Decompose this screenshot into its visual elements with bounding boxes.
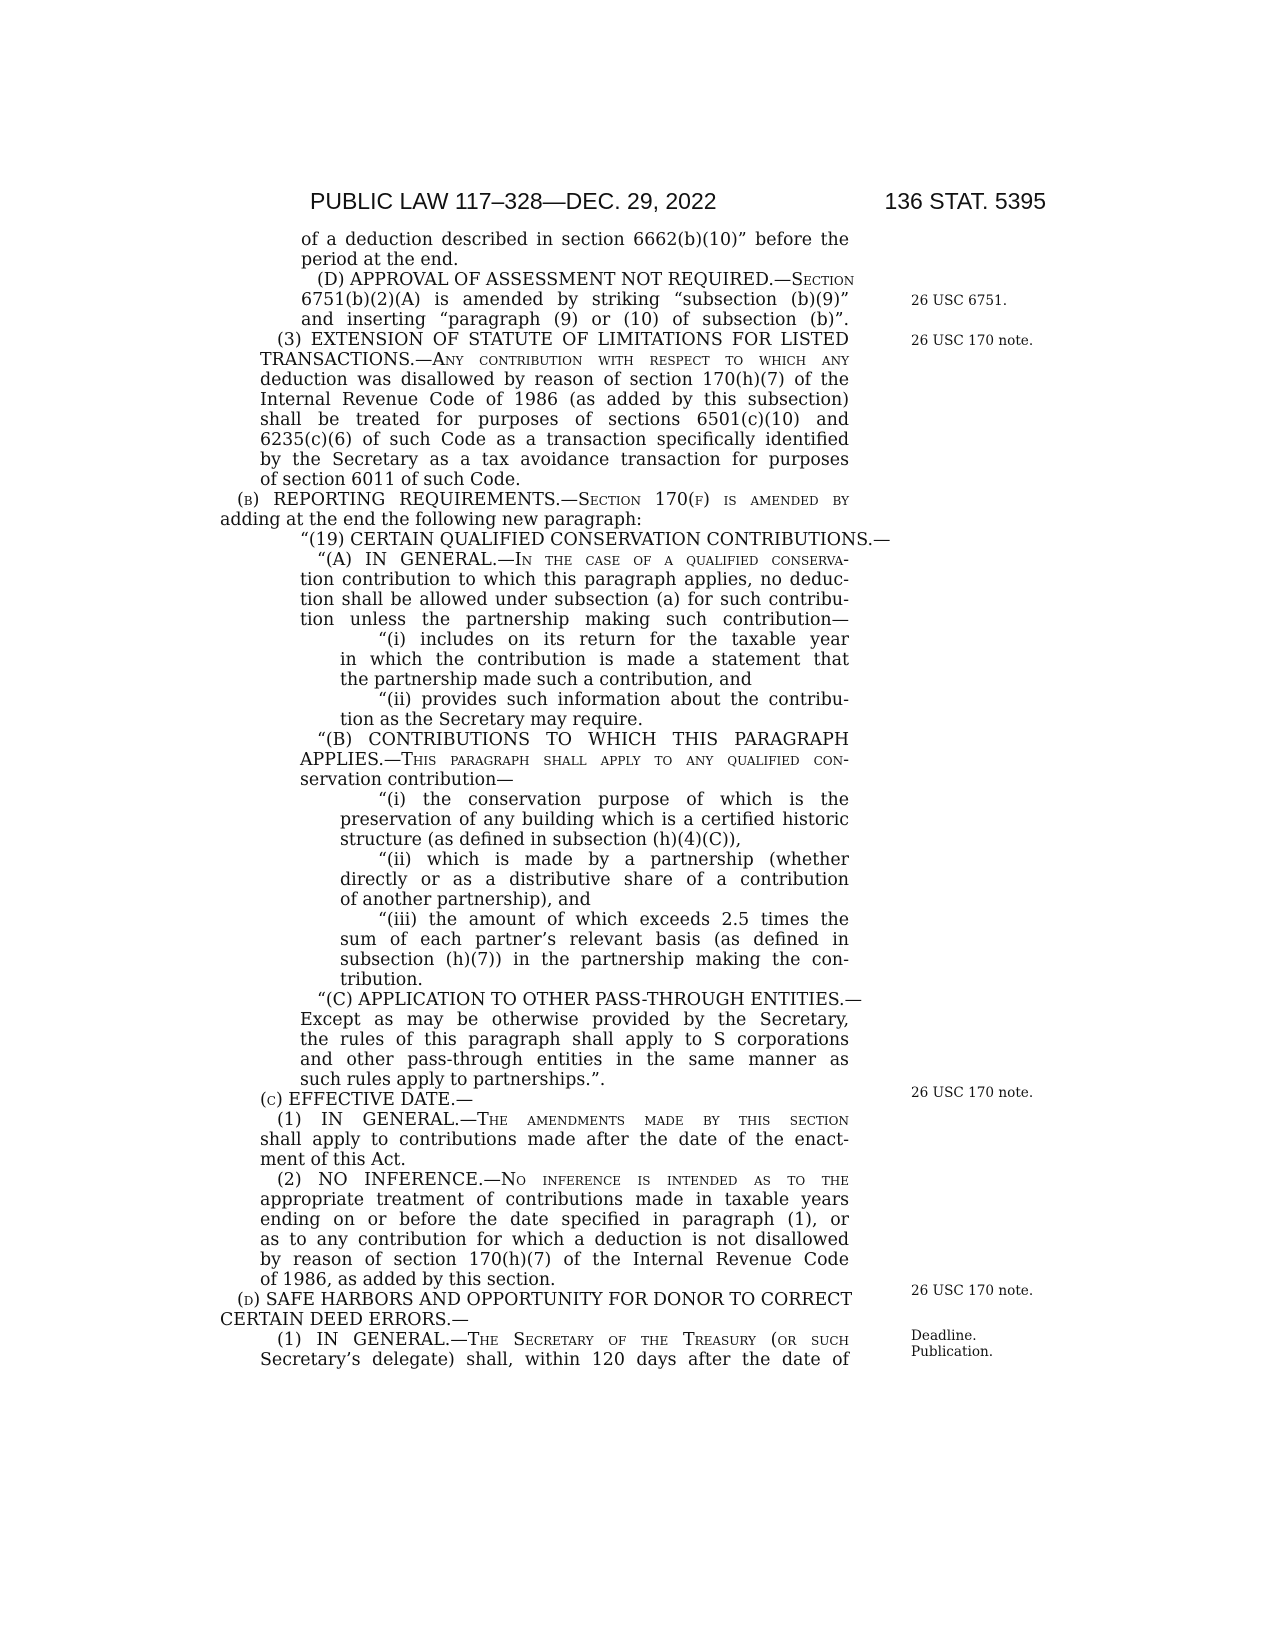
text-line: 6235(c)(6) of such Code as a transaction specifically identified: [260, 430, 849, 450]
text-line: ment of this Act.: [260, 1150, 406, 1170]
text-line: period at the end.: [301, 250, 459, 270]
text-line: “(A) IN GENERAL.—In the case of a qualified conserva-: [317, 550, 849, 570]
running-header-stat-page: 136 STAT. 5395: [884, 188, 1046, 214]
margin-note-usc: 26 USC 6751.: [911, 293, 1008, 309]
margin-note-usc: 26 USC 170 note.: [911, 1283, 1034, 1299]
text-line: Internal Revenue Code of 1986 (as added by this subsection): [260, 390, 849, 410]
text-line: (d) SAFE HARBORS AND OPPORTUNITY FOR DONOR TO CORRECT: [237, 1290, 853, 1310]
text-line: structure (as defined in subsection (h)(4)(C)),: [340, 830, 742, 850]
text-line: deduction was disallowed by reason of section 170(h)(7) of the: [260, 370, 849, 390]
text-line: (2) NO INFERENCE.—No inference is intended as to the: [277, 1170, 849, 1190]
text-line: subsection (h)(7)) in the partnership making the con-: [340, 950, 849, 970]
text-line: by reason of section 170(h)(7) of the Internal Revenue Code: [260, 1250, 849, 1270]
text-line: tion as the Secretary may require.: [340, 710, 643, 730]
text-line: the partnership made such a contribution, and: [340, 670, 752, 690]
text-line: of another partnership), and: [340, 890, 591, 910]
text-line: shall be treated for purposes of sections 6501(c)(10) and: [260, 410, 849, 430]
text-line: and inserting “paragraph (9) or (10) of subsection (b)”.: [301, 310, 849, 330]
text-line: CERTAIN DEED ERRORS.—: [220, 1310, 469, 1330]
text-line: (c) EFFECTIVE DATE.—: [260, 1090, 474, 1110]
text-line: “(ii) provides such information about the contribu-: [378, 690, 849, 710]
text-line: as to any contribution for which a deduction is not disallowed: [260, 1230, 849, 1250]
text-line: “(C) APPLICATION TO OTHER PASS-THROUGH ENTITIES.—: [317, 990, 862, 1010]
text-line: “(iii) the amount of which exceeds 2.5 times the: [378, 910, 849, 930]
text-line: shall apply to contributions made after the date of the enact-: [260, 1130, 849, 1150]
text-line: Except as may be otherwise provided by the Secretary,: [300, 1010, 849, 1030]
text-line: Secretary’s delegate) shall, within 120 days after the date of: [260, 1350, 849, 1370]
running-header-title: PUBLIC LAW 117–328—DEC. 29, 2022: [310, 188, 717, 214]
text-line: of section 6011 of such Code.: [260, 470, 521, 490]
text-line: directly or as a distributive share of a contribution: [340, 870, 849, 890]
text-line: tion shall be allowed under subsection (a) for such contribu-: [300, 590, 849, 610]
text-line: “(B) CONTRIBUTIONS TO WHICH THIS PARAGRAPH: [317, 730, 849, 750]
text-line: sum of each partner’s relevant basis (as defined in: [340, 930, 849, 950]
text-line: “(ii) which is made by a partnership (whether: [378, 850, 849, 870]
text-line: of 1986, as added by this section.: [260, 1270, 556, 1290]
margin-note-publication: Publication.: [911, 1344, 994, 1360]
text-line: TRANSACTIONS.—Any contribution with respect to which any: [260, 350, 849, 370]
text-line: “(i) includes on its return for the taxable year: [378, 630, 849, 650]
text-line: “(i) the conservation purpose of which is the: [378, 790, 849, 810]
text-line: tion unless the partnership making such contribution—: [300, 610, 849, 630]
text-line: (1) IN GENERAL.—The Secretary of the Treasury (or such: [277, 1330, 849, 1350]
text-line: in which the contribution is made a statement that: [340, 650, 849, 670]
text-line: adding at the end the following new paragraph:: [220, 510, 643, 530]
text-line: of a deduction described in section 6662(b)(10)” before the: [301, 230, 849, 250]
margin-note-usc: 26 USC 170 note.: [911, 1085, 1034, 1101]
text-line: ending on or before the date specified in paragraph (1), or: [260, 1210, 849, 1230]
text-line: servation contribution—: [300, 770, 514, 790]
text-line: tion contribution to which this paragraph applies, no deduc-: [300, 570, 849, 590]
text-line: (D) APPROVAL OF ASSESSMENT NOT REQUIRED.—Section: [317, 270, 855, 290]
text-line: (3) EXTENSION OF STATUTE OF LIMITATIONS FOR LISTED: [277, 330, 849, 350]
text-line: preservation of any building which is a certified historic: [340, 810, 849, 830]
text-line: such rules apply to partnerships.”.: [300, 1070, 606, 1090]
text-line: the rules of this paragraph shall apply to S corporations: [300, 1030, 849, 1050]
text-line: (b) REPORTING REQUIREMENTS.—Section 170(f) is amended by: [237, 490, 849, 510]
text-line: “(19) CERTAIN QUALIFIED CONSERVATION CONTRIBUTIONS.—: [300, 530, 891, 550]
margin-note-deadline: Deadline.: [911, 1328, 977, 1344]
text-line: 6751(b)(2)(A) is amended by striking “subsection (b)(9)”: [301, 290, 849, 310]
margin-note-usc: 26 USC 170 note.: [911, 333, 1034, 349]
text-line: tribution.: [340, 970, 423, 990]
text-line: appropriate treatment of contributions made in taxable years: [260, 1190, 849, 1210]
text-line: APPLIES.—This paragraph shall apply to any qualified con-: [300, 750, 849, 770]
text-line: (1) IN GENERAL.—The amendments made by this section: [277, 1110, 849, 1130]
text-line: by the Secretary as a tax avoidance transaction for purposes: [260, 450, 849, 470]
text-line: and other pass-through entities in the same manner as: [300, 1050, 849, 1070]
